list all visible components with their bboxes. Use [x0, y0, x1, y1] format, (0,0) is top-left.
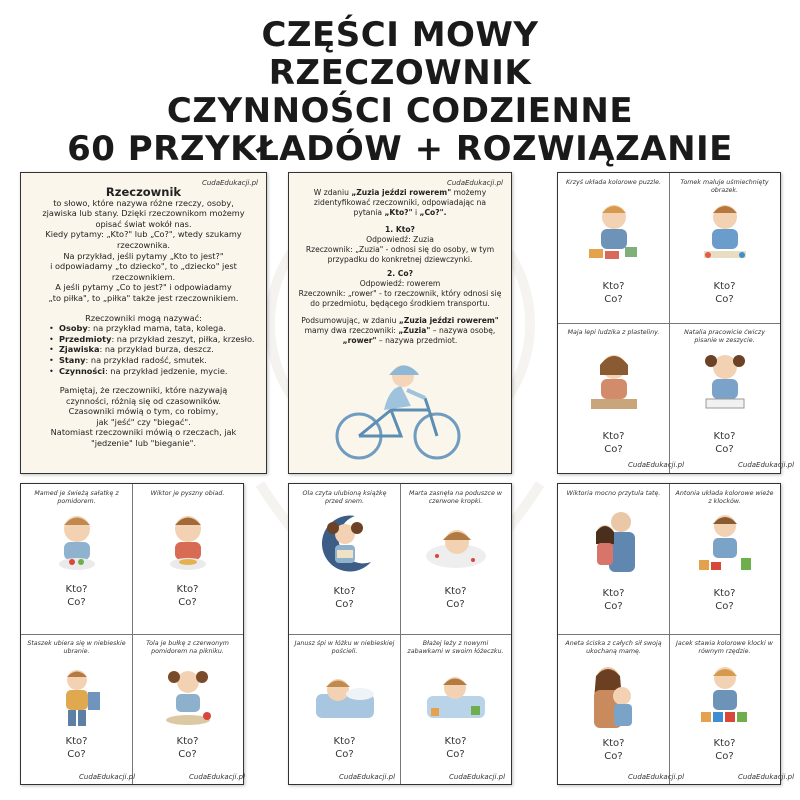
kto-prompt: Kto? [602, 431, 625, 442]
brand-label: CudaEdukacji.pl [738, 773, 795, 781]
kto-prompt: Kto? [713, 431, 736, 442]
list-item: • Przedmioty: na przykład zeszyt, piłka, krzesło. [49, 334, 266, 345]
girl-hugging-mom-illustration [584, 664, 644, 730]
girl-reading-illustration [315, 512, 375, 574]
kto-prompt: Kto? [176, 736, 199, 747]
card-caption: Ola czyta ulubioną książkę przed snem. [302, 490, 387, 505]
answer-co: Odpowiedź: rowerem [359, 279, 441, 288]
kto-prompt: Kto? [333, 736, 356, 747]
card-caption: Maja lepi ludzika z plasteliny. [567, 329, 660, 336]
brand-label: CudaEdukacji.pl [446, 179, 503, 187]
boy-toys-illustration [423, 668, 489, 724]
card-caption: Antonia układa kolorowe wieże z klocków. [675, 490, 774, 505]
girl-picnic-illustration [159, 668, 217, 730]
co-prompt: Co? [178, 749, 197, 760]
kto-prompt: Kto? [602, 738, 625, 749]
boy-dressing-illustration [48, 668, 106, 730]
exercise-card[interactable] [21, 484, 132, 634]
definition-p2-5: "jedzenie" lub "bieganie". [90, 438, 197, 449]
boy-salad-illustration [48, 512, 106, 572]
worksheet-page-4[interactable] [20, 483, 244, 785]
definition-p2-1: czynności, różnią się od czasowników. [65, 395, 222, 406]
explanation-line: przypadku do konkretnej dziewczynki. [327, 255, 473, 264]
list-item: • Stany: na przykład radość, smutek. [49, 355, 266, 366]
exercise-card[interactable] [558, 634, 669, 784]
co-prompt: Co? [715, 751, 734, 762]
card-caption: Wiktor je pyszny obiad. [150, 490, 225, 497]
card-caption: Jacek stawia kolorowe klocki w równym rzędzie. [676, 640, 773, 655]
kto-prompt: Kto? [176, 584, 199, 595]
question-kto: 1. Kto? [385, 225, 415, 234]
exercise-card[interactable] [289, 634, 400, 784]
explanation-line: Rzeczownik: „rower" - to rzeczownik, który odnosi się [298, 289, 502, 298]
co-prompt: Co? [715, 444, 734, 455]
card-caption: Krzyś układa kolorowe puzzle. [566, 179, 661, 186]
brand-label: CudaEdukacji.pl [339, 773, 396, 781]
definition-p1-5: Na przykład, jeśli pytamy „Kto to jest?" [63, 250, 224, 261]
kto-prompt: Kto? [444, 736, 467, 747]
definition-p1-3: Kiedy pytamy: „Kto?" lub „Co?", wtedy szukamy [45, 229, 242, 240]
definition-p1-6: i odpowiadamy „to dziecko", to „dziecko" jest [50, 261, 237, 272]
card-caption: Błażej leży z nowymi zabawkami w swoim łóżeczku. [407, 640, 504, 655]
title-line-2: RZECZOWNIK [268, 53, 532, 93]
worksheet-page-3[interactable] [557, 172, 795, 474]
exercise-card[interactable] [558, 173, 669, 323]
girl-blocks-illustration [695, 512, 755, 574]
boy-bed-illustration [312, 668, 378, 724]
brand-label: CudaEdukacji.pl [79, 773, 136, 781]
worksheet-definition[interactable] [20, 172, 267, 474]
list-intro: Rzeczowniki mogą nazywać: [85, 312, 202, 323]
boy-puzzle-illustration [585, 201, 643, 261]
girl-on-bicycle-illustration [329, 358, 469, 463]
definition-p1-8: A jeśli pytamy „Co to jest?" i odpowiadamy [55, 282, 232, 293]
exercise-card[interactable] [132, 634, 246, 784]
card-caption: Aneta ściska z całych sił swoją ukochaną mamę. [565, 640, 662, 655]
title-line-4: 60 PRZYKŁADÓW + ROZWIĄZANIE [67, 129, 733, 169]
worksheet-page-5[interactable] [288, 483, 512, 785]
kto-prompt: Kto? [65, 584, 88, 595]
brand-label: CudaEdukacji.pl [449, 773, 506, 781]
exercise-card[interactable] [289, 484, 400, 634]
co-prompt: Co? [446, 749, 465, 760]
exercise-card[interactable] [558, 484, 669, 634]
co-prompt: Co? [604, 444, 623, 455]
girl-clay-illustration [585, 351, 643, 411]
card-caption: Tomek maluje uśmiechnięty obrazek. [680, 179, 769, 194]
kto-prompt: Kto? [713, 588, 736, 599]
exercise-card[interactable] [132, 484, 243, 634]
noun-category-list [49, 323, 266, 376]
exercise-card[interactable] [400, 484, 511, 634]
definition-p1-2: opisać świat wokół nas. [95, 218, 192, 229]
kto-prompt: Kto? [333, 586, 356, 597]
brand-label: CudaEdukacji.pl [201, 179, 258, 187]
card-caption: Wiktoria mocno przytula tatę. [566, 490, 661, 497]
exercise-card[interactable] [400, 634, 511, 784]
brand-label: CudaEdukacji.pl [189, 773, 246, 781]
girl-hugging-dad-illustration [585, 510, 643, 576]
example-intro: zidentyfikować rzeczowniki, odpowiadając na [313, 198, 487, 207]
kto-prompt: Kto? [713, 738, 736, 749]
list-item: • Osoby: na przykład mama, tata, kolega. [49, 323, 266, 334]
co-prompt: Co? [715, 601, 734, 612]
list-item: • Zjawiska: na przykład burza, deszcz. [49, 344, 266, 355]
brand-label: CudaEdukacji.pl [628, 773, 685, 781]
definition-p2-0: Pamiętaj, że rzeczowniki, które nazywają [59, 385, 228, 396]
brand-label: CudaEdukacji.pl [628, 461, 685, 469]
title-line-1: CZĘŚCI MOWY [261, 15, 539, 55]
exercise-card[interactable] [669, 173, 780, 323]
worksheet-example[interactable]: CudaEdukacji.pl W zdaniu „Zuzia jeździ rowerem" możemy zidentyfikować rzeczowniki, odpowiadając na pytania „Kto?" i „Co?". 1. Kto? Odpowiedź: Zuzia Rzeczownik: „Zuzia" - odnosi się do osoby, w tym przypadku do konkretnej dziewczynki. 2. Co? Odpowiedź: rowerem Rzeczownik: „rower" - to rzeczownik, który odnosi się do przedmiotu, będącego środkiem transportu. Podsumowując, w zdaniu „Zuzia jeździ rowerem" mamy dwa rzeczowniki: „Zuzia" – nazywa osobę, „rower" – nazywa przedmiot. [288, 172, 512, 474]
co-prompt: Co? [604, 751, 623, 762]
definition-p2-4: Natomiast rzeczowniki mówią o rzeczach, jak [50, 427, 237, 438]
co-prompt: Co? [446, 599, 465, 610]
definition-p1-4: rzeczownika. [117, 239, 170, 250]
card-caption: Staszek ubiera się w niebieskie ubranie. [27, 640, 126, 655]
card-caption: Marta zasnęła na poduszce w czerwone kropki. [409, 490, 502, 505]
card-caption: Natalia pracowicie ćwiczy pisanie w zeszycie. [684, 329, 765, 344]
girl-sleeping-illustration [423, 520, 489, 570]
kto-prompt: Kto? [444, 586, 467, 597]
kto-prompt: Kto? [65, 736, 88, 747]
definition-p2-2: Czasowniki mówią o tym, co robimy, [68, 406, 219, 417]
brand-label: CudaEdukacji.pl [738, 461, 795, 469]
exercise-card[interactable] [669, 323, 780, 473]
card-caption: Mamed je świeżą sałatkę z pomidorem. [34, 490, 119, 505]
definition-p1-1: zjawiska lub stany. Dzięki rzeczownikom możemy [42, 208, 245, 219]
definition-p1-0: to słowo, które nazywa różne rzeczy, osoby, [53, 197, 234, 208]
co-prompt: Co? [335, 599, 354, 610]
definition-p2-3: jak "jeść" czy "biegać". [96, 416, 191, 427]
card-caption: Janusz śpi w łóżku w niebieskiej pościeli. [294, 640, 395, 655]
kto-prompt: Kto? [602, 588, 625, 599]
kto-prompt: Kto? [713, 281, 736, 292]
co-prompt: Co? [67, 749, 86, 760]
girl-writing-illustration [696, 351, 754, 411]
co-prompt: Co? [67, 597, 86, 608]
co-prompt: Co? [604, 601, 623, 612]
worksheet-page-6[interactable] [557, 483, 795, 785]
exercise-card[interactable] [669, 484, 780, 634]
question-co: 2. Co? [386, 269, 413, 278]
exercise-card[interactable] [558, 323, 669, 473]
exercise-card[interactable] [21, 634, 132, 784]
co-prompt: Co? [178, 597, 197, 608]
boy-painting-illustration [696, 201, 754, 261]
co-prompt: Co? [335, 749, 354, 760]
title-line-3: CZYNNOŚCI CODZIENNE [166, 91, 634, 131]
answer-kto: Odpowiedź: Zuzia [366, 235, 434, 244]
kto-prompt: Kto? [602, 281, 625, 292]
boy-dinner-illustration [159, 512, 217, 572]
explanation-line: Rzeczownik: „Zuzia" - odnosi się do osoby, w tym [305, 245, 495, 254]
definition-heading: Rzeczownik [105, 185, 182, 199]
explanation-line: do przedmiotu, będącego środkiem transportu. [310, 299, 490, 308]
definition-p1-7: rzeczownikiem. [111, 271, 176, 282]
list-item: • Czynności: na przykład jedzenie, mycie. [49, 366, 266, 377]
card-caption: Tola je bułkę z czerwonym pomidorem na pikniku. [146, 640, 229, 655]
co-prompt: Co? [604, 294, 623, 305]
exercise-card[interactable] [669, 634, 780, 784]
co-prompt: Co? [715, 294, 734, 305]
boy-blocks-illustration [695, 664, 755, 726]
definition-p1-9: „to piłka", to „piłka" także jest rzeczownikiem. [48, 292, 239, 303]
